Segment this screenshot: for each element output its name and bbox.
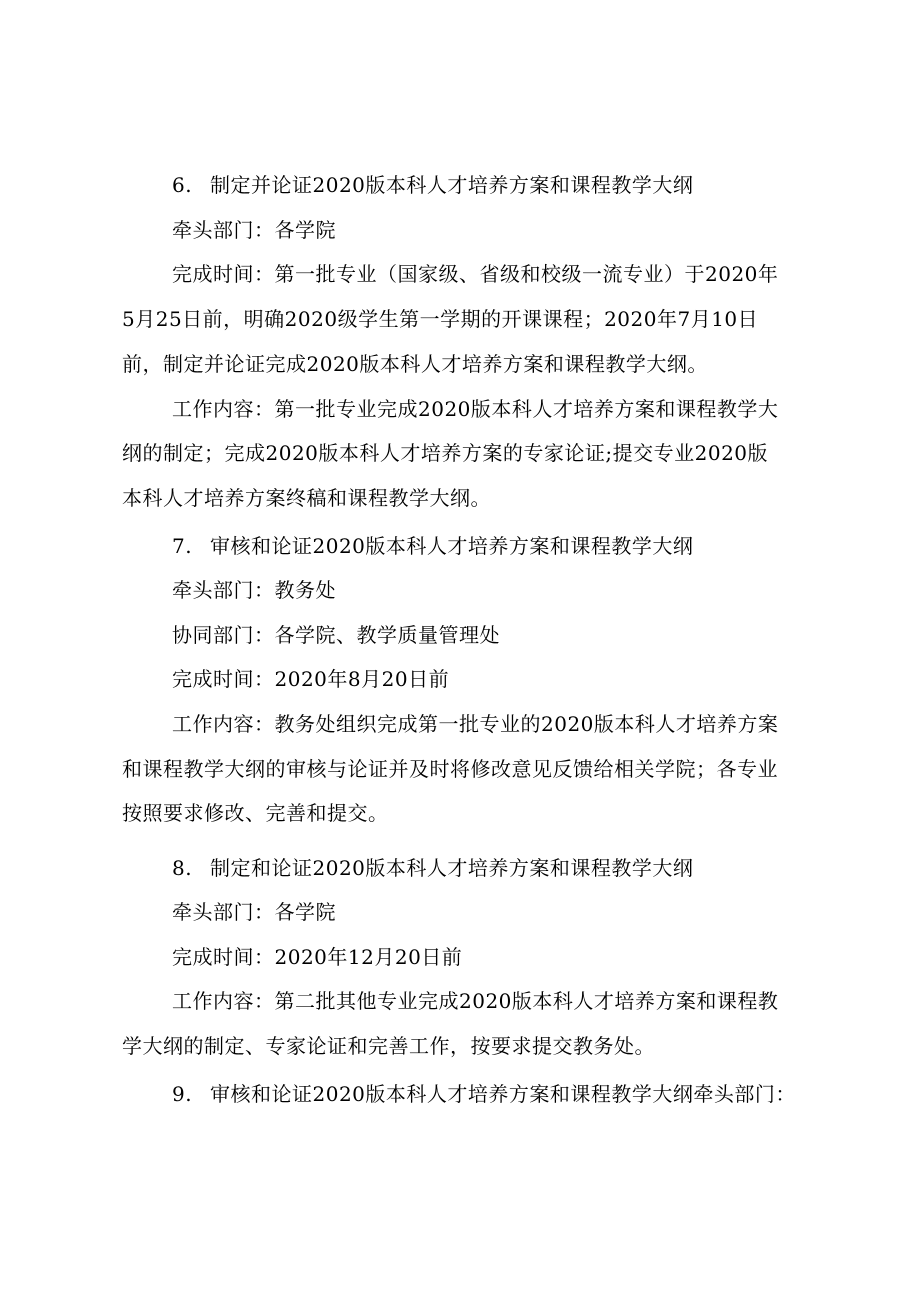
section-8-time: 完成时间：2020年12月20日前 bbox=[172, 945, 463, 969]
section-7-content-line-1: 工作内容：教务处组织完成第一批专业的2020版本科人才培养方案 bbox=[172, 712, 779, 736]
section-8-content-line-2: 学大纲的制定、专家论证和完善工作，按要求提交教务处。 bbox=[122, 1034, 655, 1058]
section-6-time-line-2: 5月25日前，明确2020级学生第一学期的开课课程；2020年7月10日 bbox=[122, 307, 759, 331]
section-7-number: 7. bbox=[172, 534, 193, 558]
section-8-heading bbox=[172, 856, 693, 880]
section-6-content-line-3: 本科人才培养方案终稿和课程教学大纲。 bbox=[122, 486, 491, 510]
section-9-heading bbox=[172, 1082, 796, 1106]
section-6-content-line-1: 工作内容：第一批专业完成2020版本科人才培养方案和课程教学大 bbox=[172, 397, 779, 421]
section-8-number: 8. bbox=[172, 856, 193, 880]
section-6-content-line-2: 纲的制定；完成2020版本科人才培养方案的专家论证;提交专业2020版 bbox=[122, 441, 769, 465]
section-7-coop-dept: 协同部门：各学院、教学质量管理处 bbox=[172, 623, 500, 647]
section-7-time: 完成时间：2020年8月20日前 bbox=[172, 667, 450, 691]
section-7-content-line-2: 和课程教学大纲的审核与论证并及时将修改意见反馈给相关学院；各专业 bbox=[122, 757, 778, 781]
section-8-lead-dept: 牵头部门：各学院 bbox=[172, 900, 336, 924]
section-8-content-line-1: 工作内容：第二批其他专业完成2020版本科人才培养方案和课程教 bbox=[172, 989, 779, 1013]
section-6-lead-dept: 牵头部门：各学院 bbox=[172, 218, 336, 242]
section-6-number: 6. bbox=[172, 173, 193, 197]
section-9-number: 9. bbox=[172, 1082, 193, 1106]
section-6-time-line-1: 完成时间：第一批专业（国家级、省级和校级一流专业）于2020年 bbox=[172, 262, 779, 286]
section-8-title: 制定和论证2020版本科人才培养方案和课程教学大纲 bbox=[210, 856, 694, 880]
section-6-time-line-3: 前，制定并论证完成2020版本科人才培养方案和课程教学大纲。 bbox=[122, 352, 708, 376]
section-7-content-line-3: 按照要求修改、完善和提交。 bbox=[122, 801, 389, 825]
section-9-title: 审核和论证2020版本科人才培养方案和课程教学大纲牵头部门： bbox=[210, 1082, 796, 1106]
section-6-heading bbox=[172, 173, 693, 197]
section-7-lead-dept: 牵头部门：教务处 bbox=[172, 578, 336, 602]
section-7-heading bbox=[172, 534, 693, 558]
section-6-title: 制定并论证2020版本科人才培养方案和课程教学大纲 bbox=[210, 173, 694, 197]
section-7-title: 审核和论证2020版本科人才培养方案和课程教学大纲 bbox=[210, 534, 694, 558]
